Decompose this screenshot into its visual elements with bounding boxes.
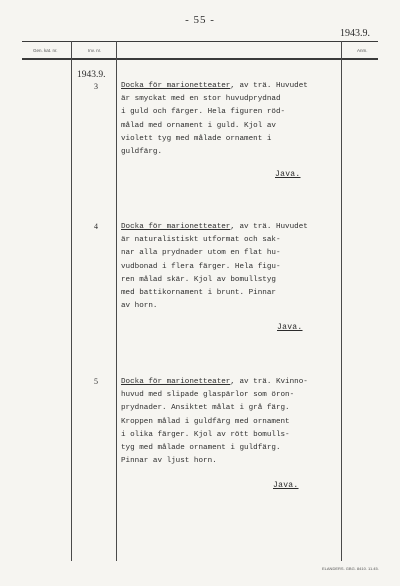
entry-origin: Java. bbox=[273, 481, 299, 490]
entry-line: nar alla prydnader utom en flat hu- bbox=[121, 249, 281, 258]
entry-line: i olika färger. Kjol av rött bomulls- bbox=[121, 430, 290, 439]
entry-line: , av trä. Huvudet bbox=[230, 82, 308, 90]
entry-line: , av trä. Kvinno- bbox=[230, 378, 308, 386]
column-rule-3 bbox=[341, 41, 342, 561]
column-header-inv: Inv. nr. bbox=[88, 48, 102, 53]
entry-line: prydnader. Ansiktet målat i grå färg. bbox=[121, 404, 290, 413]
inventory-number: 3 bbox=[94, 82, 98, 91]
entry-description bbox=[121, 376, 341, 468]
entry-line: , av trä. Huvudet bbox=[230, 223, 308, 231]
entry-title: Docka för marionetteater bbox=[121, 223, 231, 231]
printer-imprint: ELANDERS. GBG. 8410. 11.45. bbox=[322, 566, 379, 571]
entry-description bbox=[121, 221, 341, 313]
entry-description bbox=[121, 80, 341, 159]
header-rule-bottom bbox=[22, 58, 378, 60]
entry-line: huvud med slipade glaspärlor som öron- bbox=[121, 391, 295, 400]
entry-origin: Java. bbox=[277, 323, 303, 332]
column-rule-2 bbox=[116, 41, 117, 561]
page-number: - 55 - bbox=[185, 14, 215, 26]
column-header-gen-kat: Gen. kat. nr. bbox=[33, 48, 58, 53]
entry-line: vudbonad i flera färger. Hela figu- bbox=[121, 262, 281, 271]
entry-line: är smyckat med en stor huvudprydnad bbox=[121, 95, 281, 104]
entry-line: Kroppen målad i guldfärg med ornament bbox=[121, 417, 290, 426]
entry-line: av horn. bbox=[121, 302, 158, 311]
entry-line: tyg med målade ornament i guldfärg. bbox=[121, 444, 281, 453]
entry-title: Docka för marionetteater bbox=[121, 378, 231, 386]
inventory-number: 5 bbox=[94, 377, 98, 386]
entry-origin: Java. bbox=[275, 170, 301, 179]
entry-line: guldfärg. bbox=[121, 148, 163, 157]
entry-title: Docka för marionetteater bbox=[121, 82, 231, 90]
date-top-right: 1943.9. bbox=[340, 28, 370, 39]
header-rule-top bbox=[22, 41, 378, 42]
inventory-number: 4 bbox=[94, 222, 98, 231]
entry-line: är naturalistiskt utformat och sak- bbox=[121, 236, 281, 245]
column-header-anm: Anm. bbox=[357, 48, 368, 53]
entry-line: violett tyg med målade ornament i bbox=[121, 134, 272, 143]
entry-line: med battikornament i brunt. Pinnar bbox=[121, 289, 276, 298]
entry-date: 1943.9. bbox=[77, 70, 106, 80]
entry-line: ren målad skär. Kjol av bomullstyg bbox=[121, 275, 276, 284]
column-rule-1 bbox=[71, 41, 72, 561]
entry-line: målad med ornament i guld. Kjol av bbox=[121, 121, 276, 130]
entry-line: Pinnar av ljust horn. bbox=[121, 457, 217, 466]
entry-line: i guld och färger. Hela figuren röd- bbox=[121, 108, 286, 117]
